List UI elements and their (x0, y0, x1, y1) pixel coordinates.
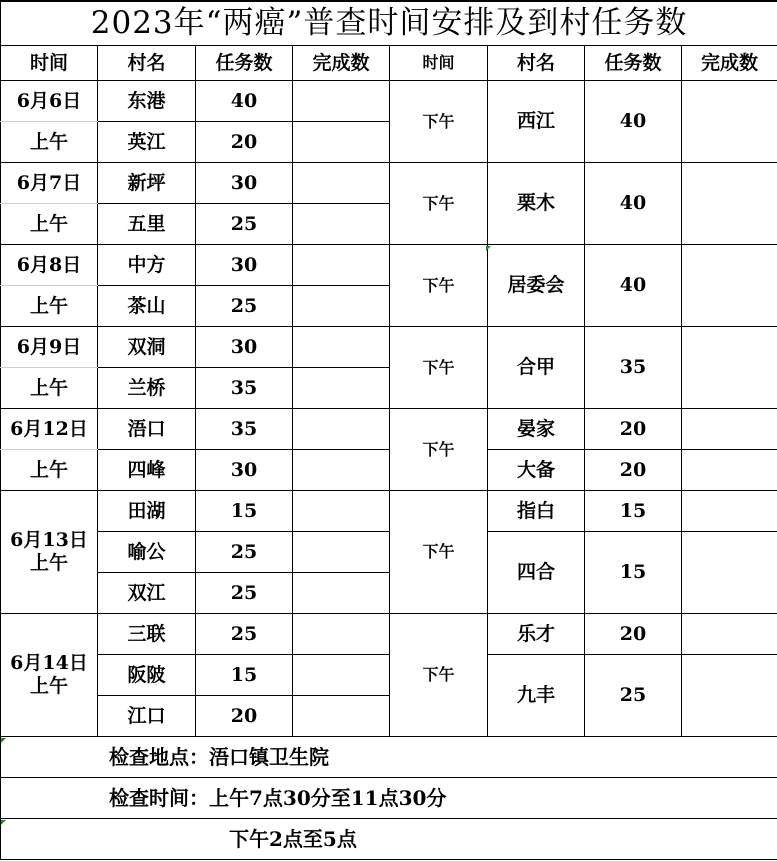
village-name: 五里 (98, 204, 196, 245)
task-count: 25 (196, 286, 293, 327)
header-row (1, 46, 777, 81)
period-pm-cell: 下午 (390, 491, 488, 614)
cell-comment-marker (1, 738, 6, 743)
period-text: 上午 (29, 675, 68, 697)
table-row (1, 245, 777, 286)
period-pm-cell: 下午 (390, 614, 488, 737)
village-name: 东港 (98, 81, 196, 122)
page-title: 2023年“两癌”普查时间安排及到村任务数 (1, 1, 777, 46)
period-cell: 上午 (1, 368, 98, 409)
village-name-pm: 居委会 (488, 245, 585, 327)
task-count-pm: 35 (585, 327, 682, 409)
task-count-pm: 20 (585, 450, 682, 491)
task-count: 25 (196, 532, 293, 573)
done-count-cell[interactable] (293, 491, 390, 532)
period-pm-cell: 下午 (390, 327, 488, 409)
done-count-cell[interactable] (293, 368, 390, 409)
header-done: 完成数 (293, 46, 390, 81)
task-count: 25 (196, 614, 293, 655)
task-count-pm: 40 (585, 245, 682, 327)
done-count-pm-cell[interactable] (682, 450, 777, 491)
done-count-cell[interactable] (293, 286, 390, 327)
footer-cell (1, 778, 777, 819)
footer-row (1, 778, 777, 819)
task-count: 30 (196, 450, 293, 491)
time-pm-value: 下午2点至5点 (229, 827, 357, 851)
done-count-pm-cell[interactable] (682, 327, 777, 409)
task-count: 20 (196, 696, 293, 737)
done-count-cell[interactable] (293, 573, 390, 614)
village-name-pm: 栗木 (488, 163, 585, 245)
done-count-cell[interactable] (293, 450, 390, 491)
village-name: 双洞 (98, 327, 196, 368)
done-count-pm-cell[interactable] (682, 491, 777, 532)
task-count: 20 (196, 122, 293, 163)
done-count-cell[interactable] (293, 614, 390, 655)
village-name-pm: 四合 (488, 532, 585, 614)
task-count: 25 (196, 204, 293, 245)
footer-cell (1, 819, 777, 860)
table-row (1, 81, 777, 122)
done-count-pm-cell[interactable] (682, 655, 777, 737)
task-count: 30 (196, 327, 293, 368)
done-count-cell[interactable] (293, 163, 390, 204)
village-name: 喻公 (98, 532, 196, 573)
date-cell: 6月12日 (1, 409, 98, 450)
header-time: 时间 (1, 46, 98, 81)
task-count: 30 (196, 245, 293, 286)
place-label: 检查地点： (109, 745, 209, 769)
village-name: 三联 (98, 614, 196, 655)
done-count-pm-cell[interactable] (682, 245, 777, 327)
done-count-cell[interactable] (293, 327, 390, 368)
footer-cell (1, 737, 777, 778)
village-name-pm: 西江 (488, 81, 585, 163)
table-row (1, 532, 777, 573)
village-name: 江口 (98, 696, 196, 737)
village-name: 田湖 (98, 491, 196, 532)
village-name: 中方 (98, 245, 196, 286)
village-name: 双江 (98, 573, 196, 614)
date-cell: 6月7日 (1, 163, 98, 204)
place-value: 浯口镇卫生院 (209, 745, 329, 769)
cell-comment-marker (1, 820, 6, 825)
village-name-pm: 乐才 (488, 614, 585, 655)
village-name: 四峰 (98, 450, 196, 491)
footer-row (1, 737, 777, 778)
task-count: 35 (196, 368, 293, 409)
table-row (1, 327, 777, 368)
time-am-value: 上午7点30分至11点30分 (209, 786, 447, 810)
task-count-pm: 15 (585, 532, 682, 614)
period-pm-cell: 下午 (390, 245, 488, 327)
period-pm-cell: 下午 (390, 81, 488, 163)
period-cell: 上午 (1, 450, 98, 491)
village-name: 阪陂 (98, 655, 196, 696)
period-pm-cell: 下午 (390, 409, 488, 491)
done-count-cell[interactable] (293, 409, 390, 450)
task-count: 40 (196, 81, 293, 122)
table-row (1, 614, 777, 655)
village-name-pm: 指白 (488, 491, 585, 532)
done-count-pm-cell[interactable] (682, 614, 777, 655)
date-cell (1, 491, 98, 614)
period-cell: 上午 (1, 286, 98, 327)
date-cell (1, 614, 98, 737)
header-done-pm: 完成数 (682, 46, 777, 81)
date-cell: 6月8日 (1, 245, 98, 286)
village-name: 浯口 (98, 409, 196, 450)
done-count-cell[interactable] (293, 81, 390, 122)
task-count: 15 (196, 655, 293, 696)
footer-row (1, 819, 777, 860)
task-count: 35 (196, 409, 293, 450)
done-count-cell[interactable] (293, 204, 390, 245)
village-name: 茶山 (98, 286, 196, 327)
village-name: 新坪 (98, 163, 196, 204)
table-row (1, 163, 777, 204)
task-count-pm: 25 (585, 655, 682, 737)
done-count-cell[interactable] (293, 655, 390, 696)
task-count-pm: 15 (585, 491, 682, 532)
time-label: 检查时间： (109, 786, 209, 810)
task-count-pm: 40 (585, 81, 682, 163)
task-count-pm: 20 (585, 614, 682, 655)
done-count-cell[interactable] (293, 532, 390, 573)
period-cell: 上午 (1, 204, 98, 245)
village-name: 英江 (98, 122, 196, 163)
village-name: 兰桥 (98, 368, 196, 409)
task-count: 25 (196, 573, 293, 614)
table-row (1, 491, 777, 532)
date-text: 6月13日 (10, 529, 88, 552)
done-count-pm-cell[interactable] (682, 81, 777, 163)
task-count-pm: 20 (585, 409, 682, 450)
period-text: 上午 (29, 552, 68, 574)
village-name-pm: 大备 (488, 450, 585, 491)
header-task-pm: 任务数 (585, 46, 682, 81)
header-time-pm: 时间 (390, 46, 488, 81)
task-count: 15 (196, 491, 293, 532)
done-count-pm-cell[interactable] (682, 409, 777, 450)
header-task: 任务数 (196, 46, 293, 81)
date-cell: 6月9日 (1, 327, 98, 368)
done-count-cell[interactable] (293, 122, 390, 163)
date-cell: 6月6日 (1, 81, 98, 122)
period-cell: 上午 (1, 122, 98, 163)
header-village: 村名 (98, 46, 196, 81)
period-pm-cell: 下午 (390, 163, 488, 245)
done-count-cell[interactable] (293, 696, 390, 737)
table-row (1, 655, 777, 696)
village-name-pm: 九丰 (488, 655, 585, 737)
date-text: 6月14日 (10, 652, 88, 675)
done-count-cell[interactable] (293, 245, 390, 286)
task-count-pm: 40 (585, 163, 682, 245)
task-count: 30 (196, 163, 293, 204)
cell-comment-marker (486, 246, 491, 251)
header-village-pm: 村名 (488, 46, 585, 81)
done-count-pm-cell[interactable] (682, 163, 777, 245)
table-row (1, 450, 777, 491)
village-name-pm: 晏家 (488, 409, 585, 450)
village-name-pm: 合甲 (488, 327, 585, 409)
table-row (1, 409, 777, 450)
done-count-pm-cell[interactable] (682, 532, 777, 614)
